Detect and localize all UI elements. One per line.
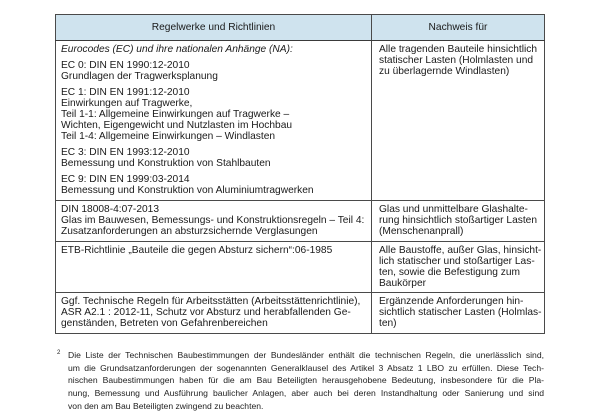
regulation-line: Teil 1-4: Allgemeine Einwirkungen – Windlasten xyxy=(61,131,276,142)
footnote-line: Die Liste der Technischen Baubestimmungen der Bundesländer enthält die technischen Regeln, die unerlässlich sind, xyxy=(68,350,544,360)
regulation-line: EC 3: DIN EN 1993:12-2010 xyxy=(61,147,190,158)
regulation-entry xyxy=(61,245,366,256)
regulation-entry xyxy=(61,296,366,329)
proof-cell xyxy=(372,201,545,242)
regulation-line: Einwirkungen auf Tragwerke, xyxy=(61,98,193,109)
column-header-regulations: Regelwerke und Richtlinien xyxy=(56,15,372,41)
proof-line: ten, sowie die Befestigung zum xyxy=(379,267,521,278)
footnote-line: nischen Baubestimmungen haben für die am Bau Beteiligten herausgehobene Bedeutung, insbesondere für die Pla- xyxy=(68,375,544,386)
proof-cell xyxy=(372,41,545,201)
proof-cell xyxy=(372,242,545,293)
regulation-line: EC 0: DIN EN 1990:12-2010 xyxy=(61,60,190,71)
proof-line: ten) xyxy=(379,318,397,329)
regulation-entry xyxy=(61,147,366,169)
regulation-cell xyxy=(56,201,372,242)
regulation-line: ASR A2.1 : 2012-11, Schutz vor Absturz und herabfallenden Ge- xyxy=(61,307,351,318)
regulation-line: Bemessung und Konstruktion von Stahlbauten xyxy=(61,158,271,169)
regulation-line: Bemessung und Konstruktion von Aluminiumtragwerken xyxy=(61,185,314,196)
table-row xyxy=(56,293,545,334)
regulation-line: ETB-Richtlinie „Bauteile die gegen Absturz sichern“:06-1985 xyxy=(61,245,333,256)
table-row xyxy=(56,201,545,242)
regulation-line: genständen, Betreten von Gefahrenbereichen xyxy=(61,318,268,329)
regulation-cell xyxy=(56,41,372,201)
regulation-entry xyxy=(61,174,366,196)
regulation-entry xyxy=(61,60,366,82)
footnote-line: von den am Bau Beteiligten zwingend zu beachten. xyxy=(68,400,264,411)
regulation-line: EC 1: DIN EN 1991:12-2010 xyxy=(61,87,190,98)
regulation-line: Teil 1-1: Allgemeine Einwirkungen auf Tragwerke – xyxy=(61,109,290,120)
footnote-line: um die Grundsatzanforderungen der sogenannten Generalklausel des Artikel 3 Absatz 1 LBO zu erfüllen. Diese Tech- xyxy=(68,362,544,373)
footnote-text xyxy=(68,349,544,413)
regulation-cell xyxy=(56,293,372,334)
regulations-table xyxy=(55,14,545,334)
table-body xyxy=(56,41,545,334)
regulation-line: DIN 18008-4:07-2013 xyxy=(61,204,159,215)
proof-line: sichtlich statischer Lasten (Holmlas- xyxy=(379,307,542,318)
regulation-line: Grundlagen der Tragwerksplanung xyxy=(61,71,218,82)
table-row xyxy=(56,41,545,201)
proof-line: Baukörper xyxy=(379,278,427,289)
regulation-cell xyxy=(56,242,372,293)
proof-line: Alle Baustoffe, außer Glas, hinsicht- xyxy=(379,245,542,256)
proof-line: Alle tragenden Bauteile hinsichtlich xyxy=(379,44,538,55)
proof-cell xyxy=(372,293,545,334)
proof-line: Ergänzende Anforderungen hin- xyxy=(379,296,524,307)
regulation-entry xyxy=(61,204,366,237)
regulation-intro xyxy=(61,44,366,55)
proof-line: lich statischer und stoßartiger Las- xyxy=(379,256,535,267)
column-header-proof-for: Nachweis für xyxy=(372,15,545,41)
regulation-line: Eurocodes (EC) und ihre nationalen Anhänge (NA): xyxy=(61,44,293,55)
proof-line: statischer Lasten (Holmlasten und xyxy=(379,55,534,66)
regulation-line: Zusatzanforderungen an absturzsichernde Verglasungen xyxy=(61,226,318,237)
proof-line: rung hinsichtlich stoßartiger Lasten xyxy=(379,215,537,226)
table-header-row xyxy=(56,15,545,41)
proof-line: (Menschenanprall) xyxy=(379,226,464,237)
regulation-line: Glas im Bauwesen, Bemessungs- und Konstruktionsregeln – Teil 4: xyxy=(61,215,365,226)
regulation-line: EC 9: DIN EN 1999:03-2014 xyxy=(61,174,190,185)
proof-line: Glas und unmittelbare Glashalte- xyxy=(379,204,528,215)
regulation-line: Ggf. Technische Regeln für Arbeitsstätten (Arbeitsstättenrichtlinie), xyxy=(61,296,361,307)
regulation-line: Wichten, Eigengewicht und Nutzlasten im Hochbau xyxy=(61,120,293,131)
footnote-line: nung, Bemessung und Ausführung baulicher Anlagen, aber auch bei deren Instandhaltung oder Sanierung und sind xyxy=(68,388,544,399)
table-row xyxy=(56,242,545,293)
footnote-marker: 2 xyxy=(57,350,61,356)
regulation-entry xyxy=(61,87,366,142)
footnote xyxy=(57,349,544,413)
proof-line: zu überlagernde Windlasten) xyxy=(379,66,510,77)
